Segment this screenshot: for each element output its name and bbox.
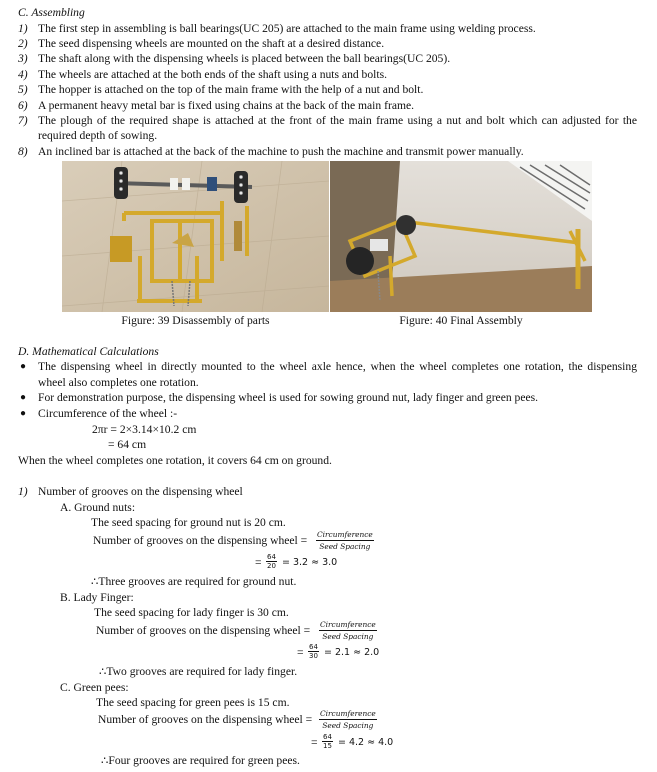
bullet-text: Circumference of the wheel :- — [38, 407, 178, 420]
bullet-text: The dispensing wheel in directly mounted to the wheel axle hence, when the wheel completes one rotation, the dispensing — [38, 360, 637, 373]
case-result: = 2.1 ≈ 2.0 — [324, 647, 380, 658]
bullet-icon: ● — [20, 361, 27, 372]
disassembly-photo-illustration — [62, 161, 329, 312]
fraction-denominator: 15 — [323, 742, 332, 750]
formula-fraction — [316, 530, 374, 551]
section-heading-calculations: D. Mathematical Calculations — [18, 345, 159, 358]
equals-sign: = — [255, 556, 262, 569]
circumference-equation: 2πr = 2×3.14×10.2 cm — [92, 423, 197, 436]
figure-40-photo — [330, 161, 592, 312]
step-text: An inclined bar is attached at the back of the machine to push the machine and transmit power manually. — [38, 145, 524, 158]
fraction-numerator: Circumference — [320, 620, 376, 629]
subsection-number: 1) — [18, 485, 28, 498]
bullet-text-continued: wheel also completes one rotation. — [38, 376, 199, 389]
bullet-icon: ● — [20, 392, 27, 403]
step-text: The shaft along with the dispensing wheels is placed between the ball bearings(UC 205). — [38, 52, 451, 65]
fraction-numerator: 64 — [267, 553, 276, 561]
fraction-denominator: Seed Spacing — [322, 632, 374, 641]
case-title: C. Green pees: — [60, 681, 129, 694]
fraction-numerator: 64 — [323, 733, 332, 741]
step-number: 8) — [18, 145, 28, 158]
fraction-numerator: Circumference — [320, 709, 376, 718]
case-conclusion: ∴Three grooves are required for ground nut. — [91, 575, 297, 588]
formula-fraction — [319, 709, 377, 730]
value-fraction — [266, 553, 277, 570]
bullet-icon: ● — [20, 408, 27, 419]
figure-39-photo — [62, 161, 329, 312]
formula-fraction — [319, 620, 377, 641]
circumference-result: = 64 cm — [108, 438, 147, 451]
case-spacing: The seed spacing for ground nut is 20 cm. — [91, 516, 286, 529]
case-conclusion: ∴Four grooves are required for green pees. — [101, 754, 300, 767]
equals-sign: = — [311, 736, 318, 749]
step-text: The seed dispensing wheels are mounted on the shaft at a desired distance. — [38, 37, 385, 50]
step-text-continued: required depth of sowing. — [38, 129, 158, 142]
fraction-denominator: Seed Spacing — [322, 721, 374, 730]
step-text: The first step in assembling is ball bearings(UC 205) are attached to the main frame using welding process. — [38, 22, 536, 35]
step-number: 7) — [18, 114, 28, 127]
fraction-denominator: 30 — [309, 652, 318, 660]
case-spacing: The seed spacing for lady finger is 30 cm. — [94, 606, 289, 619]
case-title: B. Lady Finger: — [60, 591, 134, 604]
bullet-text: For demonstration purpose, the dispensing wheel is used for sowing ground nut, lady finger and green pees. — [38, 391, 539, 404]
step-text: The plough of the required shape is attached at the front of the main frame using a nut and bolt which can adjusted for the — [38, 114, 637, 127]
case-result: = 4.2 ≈ 4.0 — [338, 737, 394, 748]
fraction-denominator: 20 — [267, 562, 276, 570]
rotation-note: When the wheel completes one rotation, it covers 64 cm on ground. — [18, 454, 332, 467]
fraction-denominator: Seed Spacing — [319, 542, 371, 551]
case-title: A. Ground nuts: — [60, 501, 136, 514]
subsection-heading: Number of grooves on the dispensing wheel — [38, 485, 243, 498]
section-heading-assembling: C. Assembling — [18, 6, 85, 19]
formula-label: Number of grooves on the dispensing wheel = — [93, 534, 308, 547]
case-spacing: The seed spacing for green pees is 15 cm. — [96, 696, 290, 709]
value-fraction — [322, 733, 333, 750]
formula-label: Number of grooves on the dispensing wheel = — [98, 713, 313, 726]
equals-sign: = — [297, 646, 304, 659]
step-text: The wheels are attached at the both ends of the shaft using a nuts and bolts. — [38, 68, 388, 81]
step-number: 5) — [18, 83, 28, 96]
figure-39-caption: Figure: 39 Disassembly of parts — [121, 314, 270, 327]
step-number: 2) — [18, 37, 28, 50]
step-text: The hopper is attached on the top of the main frame with the help of a nut and bolt. — [38, 83, 424, 96]
step-text: A permanent heavy metal bar is fixed using chains at the back of the main frame. — [38, 99, 415, 112]
figure-40-caption: Figure: 40 Final Assembly — [399, 314, 523, 327]
step-number: 3) — [18, 52, 28, 65]
step-number: 6) — [18, 99, 28, 112]
assembly-photo-illustration — [330, 161, 592, 312]
fraction-numerator: Circumference — [317, 530, 373, 539]
fraction-numerator: 64 — [309, 643, 318, 651]
case-result: = 3.2 ≈ 3.0 — [282, 557, 338, 568]
step-number: 4) — [18, 68, 28, 81]
step-number: 1) — [18, 22, 28, 35]
formula-label: Number of grooves on the dispensing wheel = — [96, 624, 311, 637]
value-fraction — [308, 643, 319, 660]
case-conclusion: ∴Two grooves are required for lady finger. — [99, 665, 298, 678]
